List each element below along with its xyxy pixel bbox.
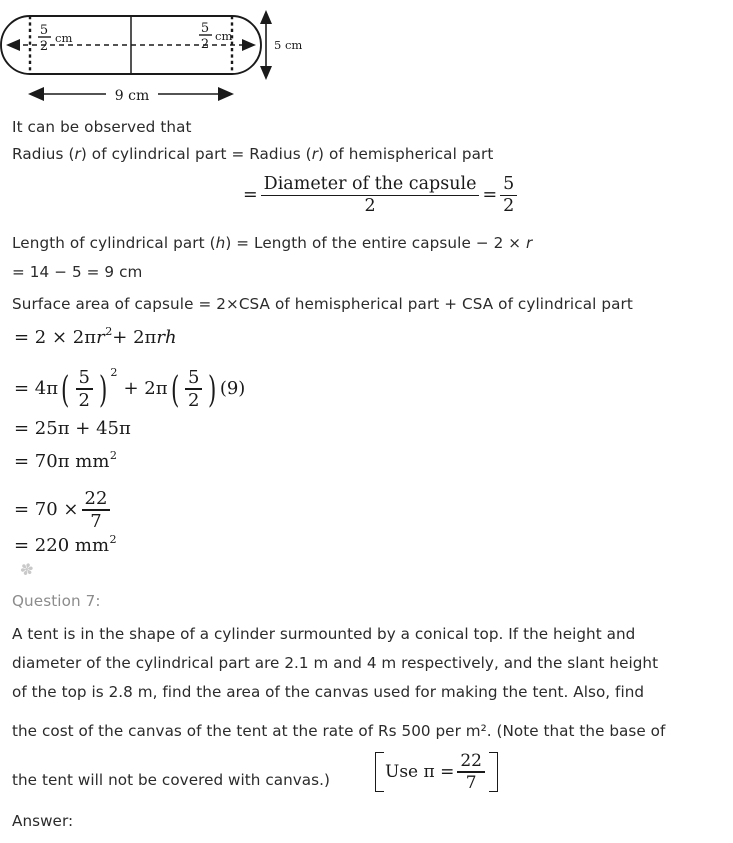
question-text-line-3: of the top is 2.8 m, find the area of the canvas used for making the tent. Also, find <box>12 683 645 701</box>
radius-equality-line <box>12 144 493 164</box>
radius-var-1: r <box>74 145 81 163</box>
answer-label: Answer: <box>12 812 74 830</box>
eq6-lead: = 220 mm <box>14 535 110 556</box>
equals-sign-1: = <box>243 185 258 206</box>
eq5-lead: = 70 × <box>14 499 79 521</box>
radius-line-pre: Radius ( <box>12 145 75 163</box>
svg-text:5 cm: 5 cm <box>274 38 303 52</box>
cylinder-length-line <box>12 233 532 253</box>
open-paren-icon: ( <box>61 367 70 411</box>
scan-artifact: ✽ <box>17 558 37 581</box>
radius-line-mid: ) of cylindrical part = Radius ( <box>80 145 312 163</box>
eq2-fraction-1 <box>76 368 93 410</box>
svg-text:cm: cm <box>55 31 73 45</box>
svg-text:5: 5 <box>39 23 49 38</box>
eq2-denominator-1: 2 <box>78 389 90 411</box>
eq2-mid: + 2π <box>123 378 168 400</box>
eq2-fraction-2 <box>185 368 202 410</box>
svg-text:5: 5 <box>200 21 210 36</box>
equation-surface-area-6 <box>14 535 117 556</box>
equation-radius-value <box>243 175 520 216</box>
radius-value-numerator: 5 <box>503 174 515 194</box>
eq2-exponent: 2 <box>110 366 118 379</box>
question-heading: Question 7: <box>12 592 101 610</box>
open-paren-icon: ( <box>170 367 179 411</box>
pi-note-prefix: Use π = <box>385 761 455 782</box>
height-var: h <box>215 234 226 252</box>
eq4-lead: = 70π mm <box>14 451 110 472</box>
eq5-numerator: 22 <box>84 488 108 509</box>
diameter-numerator: Diameter of the capsule <box>263 174 477 194</box>
equation-surface-area-2 <box>14 368 245 410</box>
left-radius-label <box>38 23 72 54</box>
eq1-exponent: 2 <box>105 325 113 339</box>
radius-line-post: ) of hemispherical part <box>318 145 494 163</box>
pi-value-note <box>375 752 498 792</box>
radius-var-3: r <box>526 234 533 252</box>
radius-var-2: r <box>311 145 319 163</box>
pi-numerator: 22 <box>460 751 482 771</box>
eq2-denominator-2: 2 <box>187 389 200 411</box>
svg-text:2: 2 <box>39 39 49 54</box>
question-text-line-5: the tent will not be covered with canvas.) <box>12 771 330 789</box>
surface-area-line: Surface area of capsule = 2×CSA of hemispherical part + CSA of cylindrical part <box>12 295 633 313</box>
right-radius-label <box>199 21 232 52</box>
eq1-radius-var: r <box>96 327 105 348</box>
equation-surface-area-5 <box>14 489 113 531</box>
eq1-rh-var: rh <box>156 327 177 348</box>
eq2-tail: (9) <box>219 378 246 400</box>
equation-surface-area-3: = 25π + 45π <box>14 418 131 439</box>
bracket-group <box>375 752 498 792</box>
equals-sign-2: = <box>482 185 498 206</box>
radius-value-denominator: 2 <box>503 196 515 217</box>
question-text-line-2: diameter of the cylindrical part are 2.1 m and 4 m respectively, and the slant height <box>12 654 659 672</box>
eq5-fraction <box>82 489 111 531</box>
eq6-exponent: 2 <box>109 533 117 547</box>
observation-line: It can be observed that <box>12 118 192 136</box>
eq2-numerator-1: 5 <box>78 367 90 388</box>
capsule-diagram <box>0 0 320 108</box>
eq1-lead: = 2 × 2π <box>14 327 97 348</box>
pi-fraction <box>457 752 485 792</box>
eq4-exponent: 2 <box>109 449 118 463</box>
length-line-post: ) = Length of the entire capsule − 2 × <box>225 234 527 252</box>
pi-denominator: 7 <box>465 772 477 793</box>
height-dimension <box>260 10 302 80</box>
question-text-line-4: the cost of the canvas of the tent at the rate of Rs 500 per m². (Note that the base of <box>12 722 666 740</box>
diameter-denominator: 2 <box>364 196 376 217</box>
width-dimension <box>28 84 234 104</box>
eq2-numerator-2: 5 <box>187 367 200 388</box>
close-paren-icon: ) <box>98 367 108 411</box>
svg-text:cm: cm <box>215 29 233 43</box>
length-line-pre: Length of cylindrical part ( <box>12 234 216 252</box>
svg-text:2: 2 <box>200 37 210 52</box>
radius-value-fraction <box>500 175 517 216</box>
svg-text:9 cm: 9 cm <box>114 88 150 104</box>
diameter-fraction <box>261 175 480 216</box>
cylinder-length-value: = 14 − 5 = 9 cm <box>12 263 143 281</box>
equation-surface-area-1 <box>14 327 177 348</box>
question-text-line-1: A tent is in the shape of a cylinder surmounted by a conical top. If the height and <box>12 625 636 643</box>
eq1-tail: + 2π <box>112 327 157 348</box>
eq5-denominator: 7 <box>90 510 102 532</box>
close-paren-icon: ) <box>208 367 217 411</box>
equation-surface-area-4 <box>14 451 117 472</box>
eq2-lead: = 4π <box>14 378 59 400</box>
